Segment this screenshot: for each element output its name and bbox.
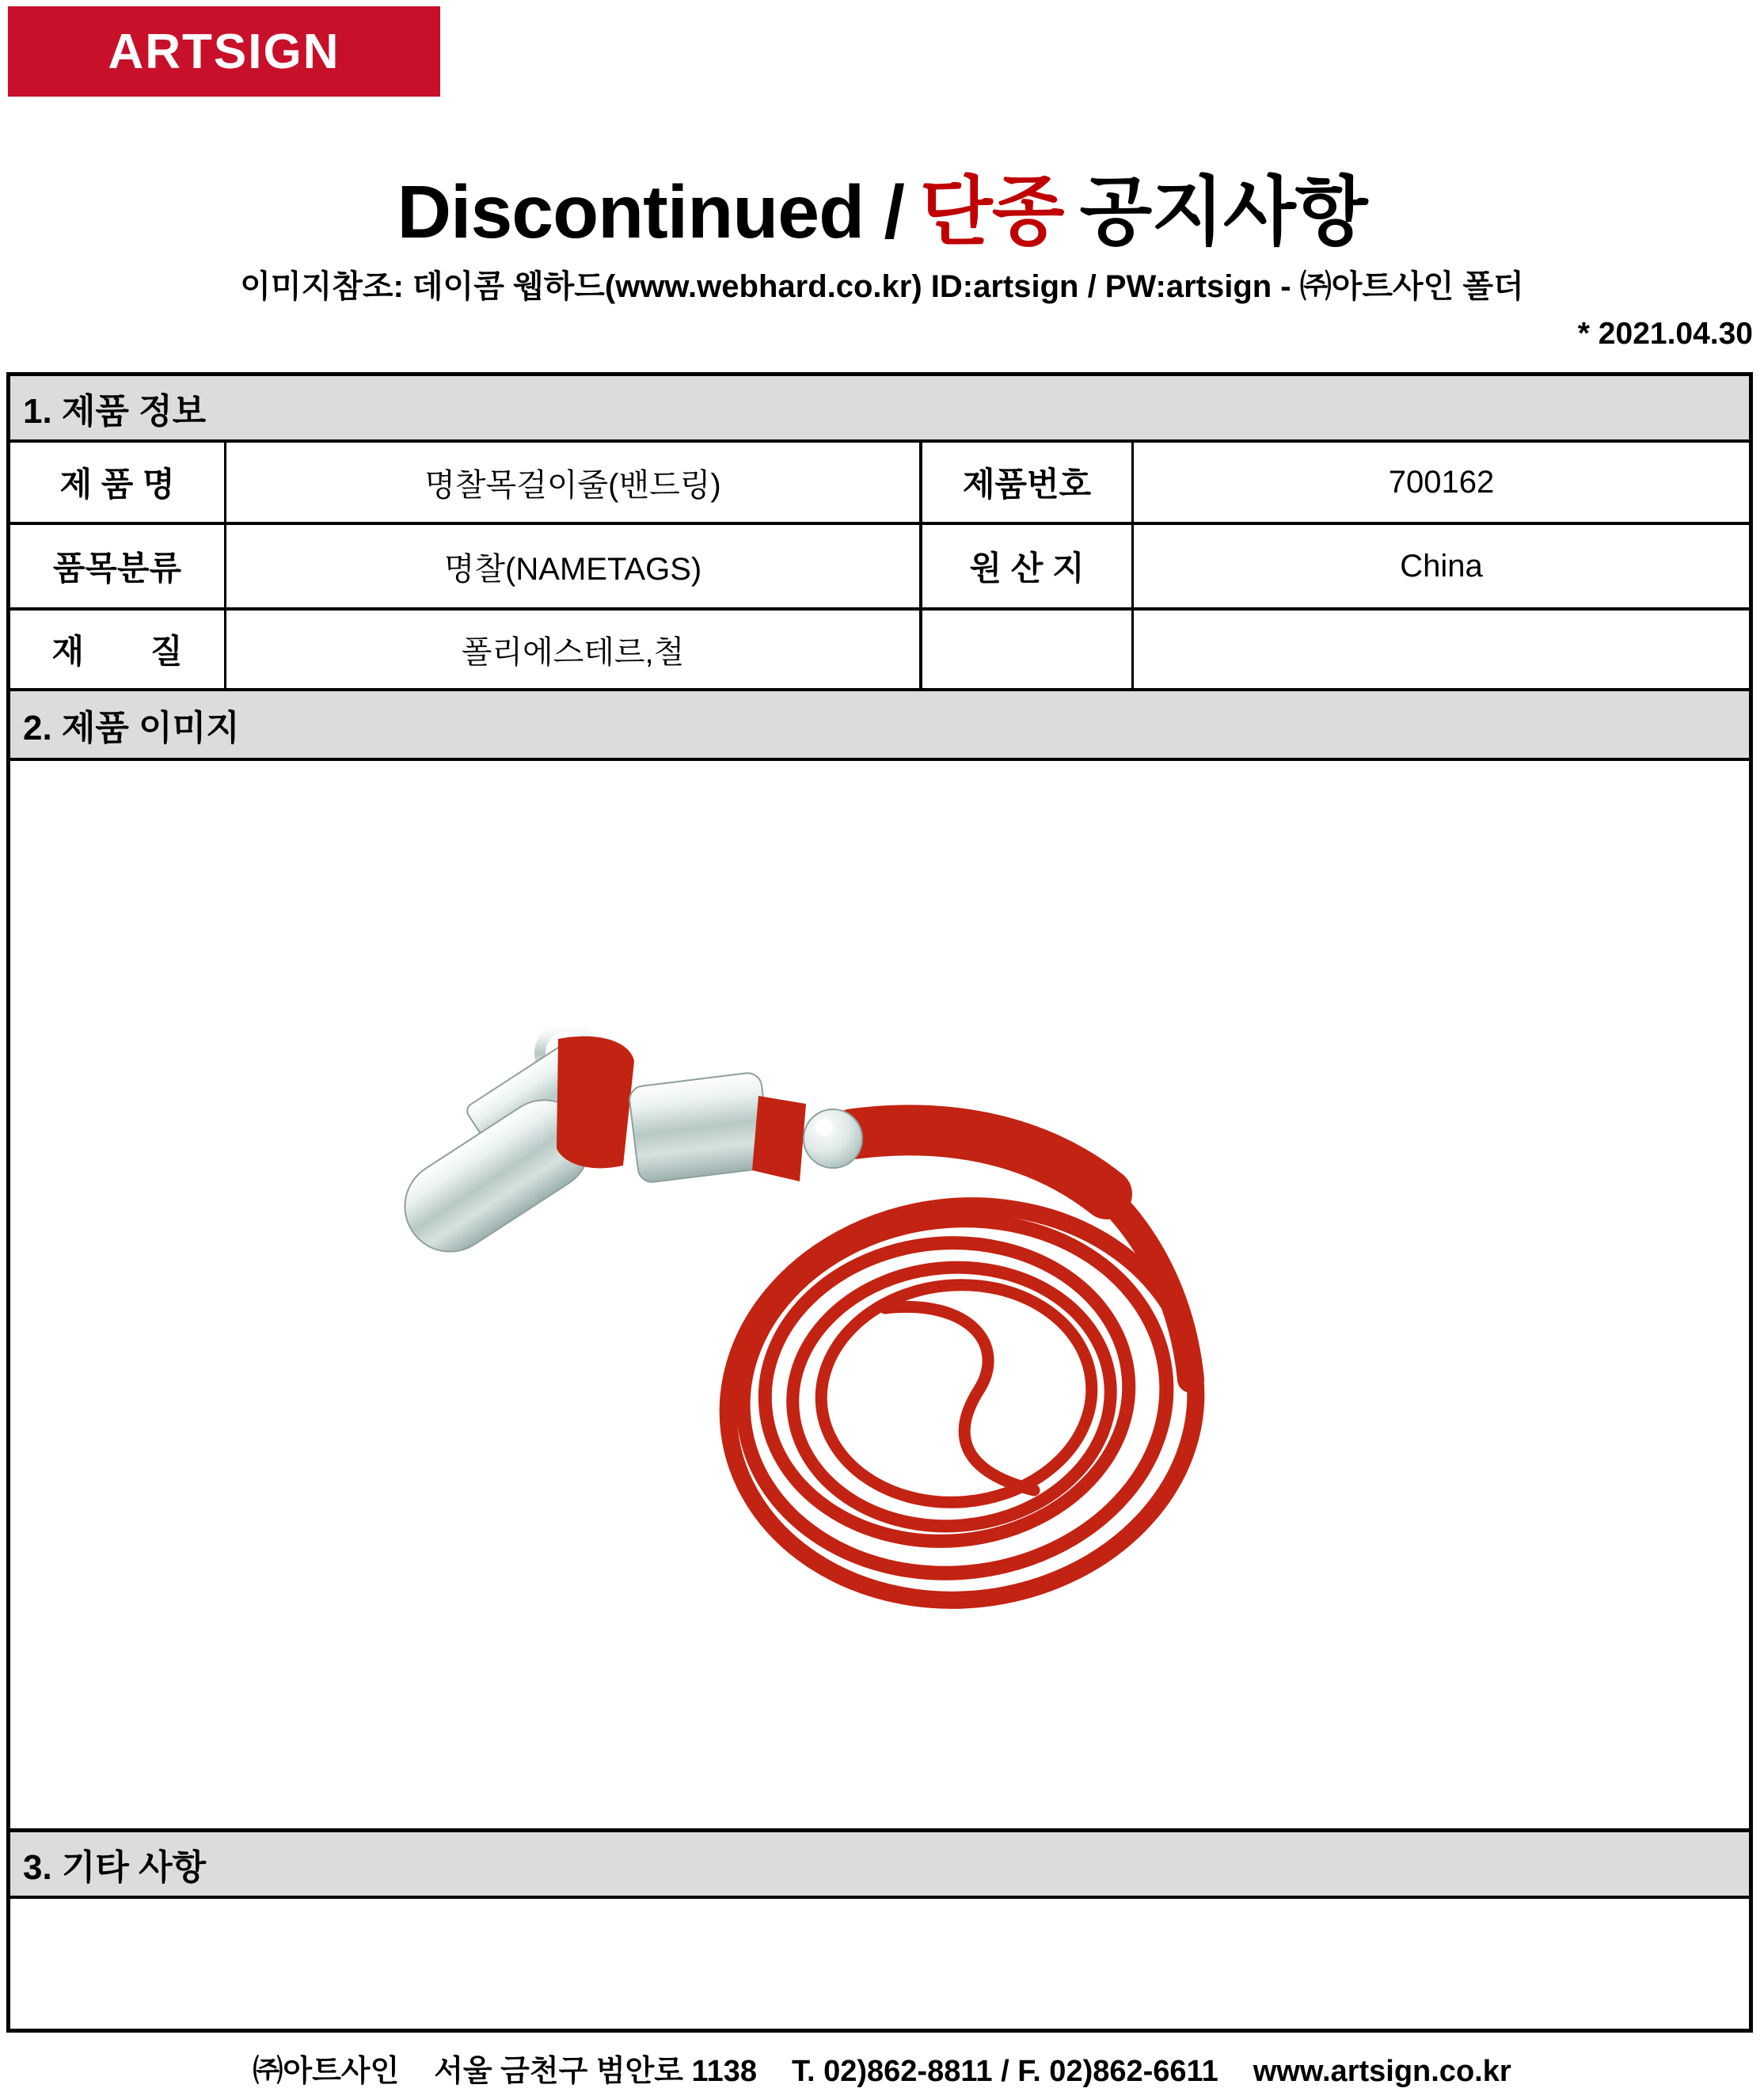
product-name-label: 제 품 명: [10, 443, 226, 522]
page-title: [0, 152, 1764, 260]
revision-date: * 2021.04.30: [1577, 317, 1753, 351]
section-header-product-image: 2. 제품 이미지: [10, 691, 1749, 761]
table-row: [10, 443, 1749, 525]
metal-crimp: [628, 1071, 772, 1184]
footer-website: www.artsign.co.kr: [1253, 2055, 1511, 2088]
lanyard-product-photo: [348, 990, 1267, 1631]
product-name-value: 명찰목걸이줄(밴드링): [226, 443, 922, 522]
material-value: 폴리에스테르,철: [226, 610, 922, 688]
footer-address: 서울 금천구 범안로 1138: [434, 2055, 757, 2088]
artsign-logo-text: ARTSIGN: [108, 24, 340, 79]
category-value: 명찰(NAMETAGS): [226, 525, 922, 607]
section-header-etc: 3. 기타 사항: [10, 1828, 1749, 1899]
artsign-logo: [8, 6, 440, 97]
title-highlight-korean: 단종: [919, 170, 1064, 254]
strap-loop: [557, 1036, 634, 1169]
table-row: [10, 610, 1749, 691]
table-row: [10, 525, 1749, 610]
product-info-table: [6, 372, 1753, 2033]
strap-segment: [752, 1096, 806, 1181]
title-english: Discontinued /: [397, 170, 904, 254]
empty-label-cell: [922, 610, 1134, 688]
origin-label: 원 산 지: [922, 525, 1134, 607]
material-label: 재 질: [10, 610, 226, 688]
metal-bead: [804, 1109, 862, 1168]
section-header-product-info: 1. 제품 정보: [10, 376, 1749, 443]
footer-company: ㈜아트사인: [253, 2055, 400, 2088]
title-korean: 공지사항: [1079, 170, 1367, 254]
footer: [0, 2046, 1764, 2090]
product-number-label: 제품번호: [922, 443, 1134, 522]
origin-value: China: [1400, 548, 1483, 584]
product-image: [10, 761, 1749, 1828]
product-number-value: 700162: [1388, 464, 1495, 500]
category-label: 품목분류: [10, 525, 226, 607]
image-reference-note: 이미지참조: 데이콤 웹하드(www.webhard.co.kr) ID:artsign / PW:artsign - ㈜아트사인 폴더: [240, 269, 1524, 304]
empty-value-cell: [1134, 610, 1749, 688]
etc-empty-area: [10, 1899, 1749, 2029]
footer-phone-fax: T. 02)862-8811 / F. 02)862-6611: [791, 2055, 1218, 2088]
